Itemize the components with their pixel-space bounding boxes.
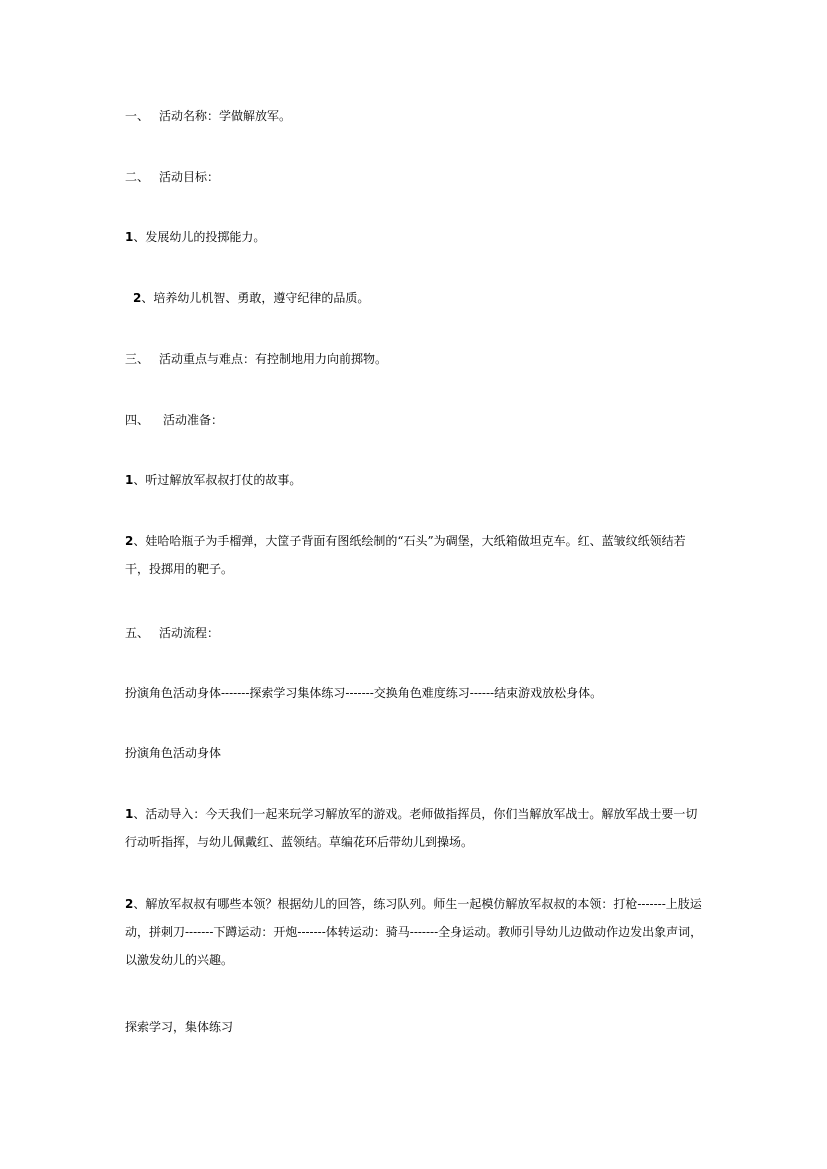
heading-text: 活动准备： <box>163 413 224 427</box>
item-number: 1 <box>125 807 134 821</box>
flow-item-2 <box>125 890 707 974</box>
item-number: 2 <box>125 534 134 548</box>
heading-key-points <box>125 352 387 366</box>
item-text: 、培养幼儿机智、勇敢，遵守纪律的品质。 <box>141 291 370 305</box>
heading-text: 活动重点与难点：有控制地用力向前掷物。 <box>159 352 388 366</box>
item-number: 2 <box>125 897 134 911</box>
heading-preparation <box>125 413 223 427</box>
item-text: 、娃哈哈瓶子为手榴弹，大筐子背面有图纸绘制的“石头”为碉堡，大纸箱做坦克车。红、蓝皱纹纸领结若干，投掷用的靶子。 <box>125 534 686 576</box>
item-number: 2 <box>133 291 142 305</box>
heading-number: 三、 <box>125 352 150 366</box>
flow-item-1 <box>125 800 707 856</box>
item-text: 、听过解放军叔叔打仗的故事。 <box>133 473 302 487</box>
prep-item-1 <box>125 473 301 487</box>
item-text: 、解放军叔叔有哪些本领？根据幼儿的回答，练习队列。师生一起模仿解放军叔叔的本领：打枪-------上肢运动，拼刺刀-------下蹲运动：开炮-------体转运动：骑马-------全身运动。教师引导幼儿边做动作边发出象声词，以激发幼儿的兴趣。 <box>125 897 703 967</box>
heading-activity-name <box>125 109 291 123</box>
heading-activity-goals <box>125 170 219 184</box>
heading-number: 一、 <box>125 109 150 123</box>
process-flow: 扮演角色活动身体-------探索学习集体练习-------交换角色难度练习------结束游戏放松身体。 <box>125 686 603 700</box>
heading-text: 活动目标： <box>159 170 220 184</box>
heading-process <box>125 626 219 640</box>
item-number: 1 <box>125 473 134 487</box>
heading-text: 活动名称：学做解放军。 <box>159 109 292 123</box>
item-text: 、发展幼儿的投掷能力。 <box>133 230 266 244</box>
heading-number: 五、 <box>125 626 150 640</box>
section-title-explore: 探索学习，集体练习 <box>125 1020 234 1034</box>
heading-number: 四、 <box>125 413 150 427</box>
section-title-role-play: 扮演角色活动身体 <box>125 746 222 760</box>
goal-item-2 <box>133 291 369 305</box>
goal-item-1 <box>125 230 265 244</box>
heading-number: 二、 <box>125 170 150 184</box>
item-number: 1 <box>125 230 134 244</box>
item-text: 、活动导入：今天我们一起来玩学习解放军的游戏。老师做指挥员，你们当解放军战士。解放军战士要一切行动听指挥，与幼儿佩戴红、蓝领结。草编花环后带幼儿到操场。 <box>125 807 698 849</box>
heading-text: 活动流程： <box>159 626 220 640</box>
prep-item-2 <box>125 527 707 583</box>
